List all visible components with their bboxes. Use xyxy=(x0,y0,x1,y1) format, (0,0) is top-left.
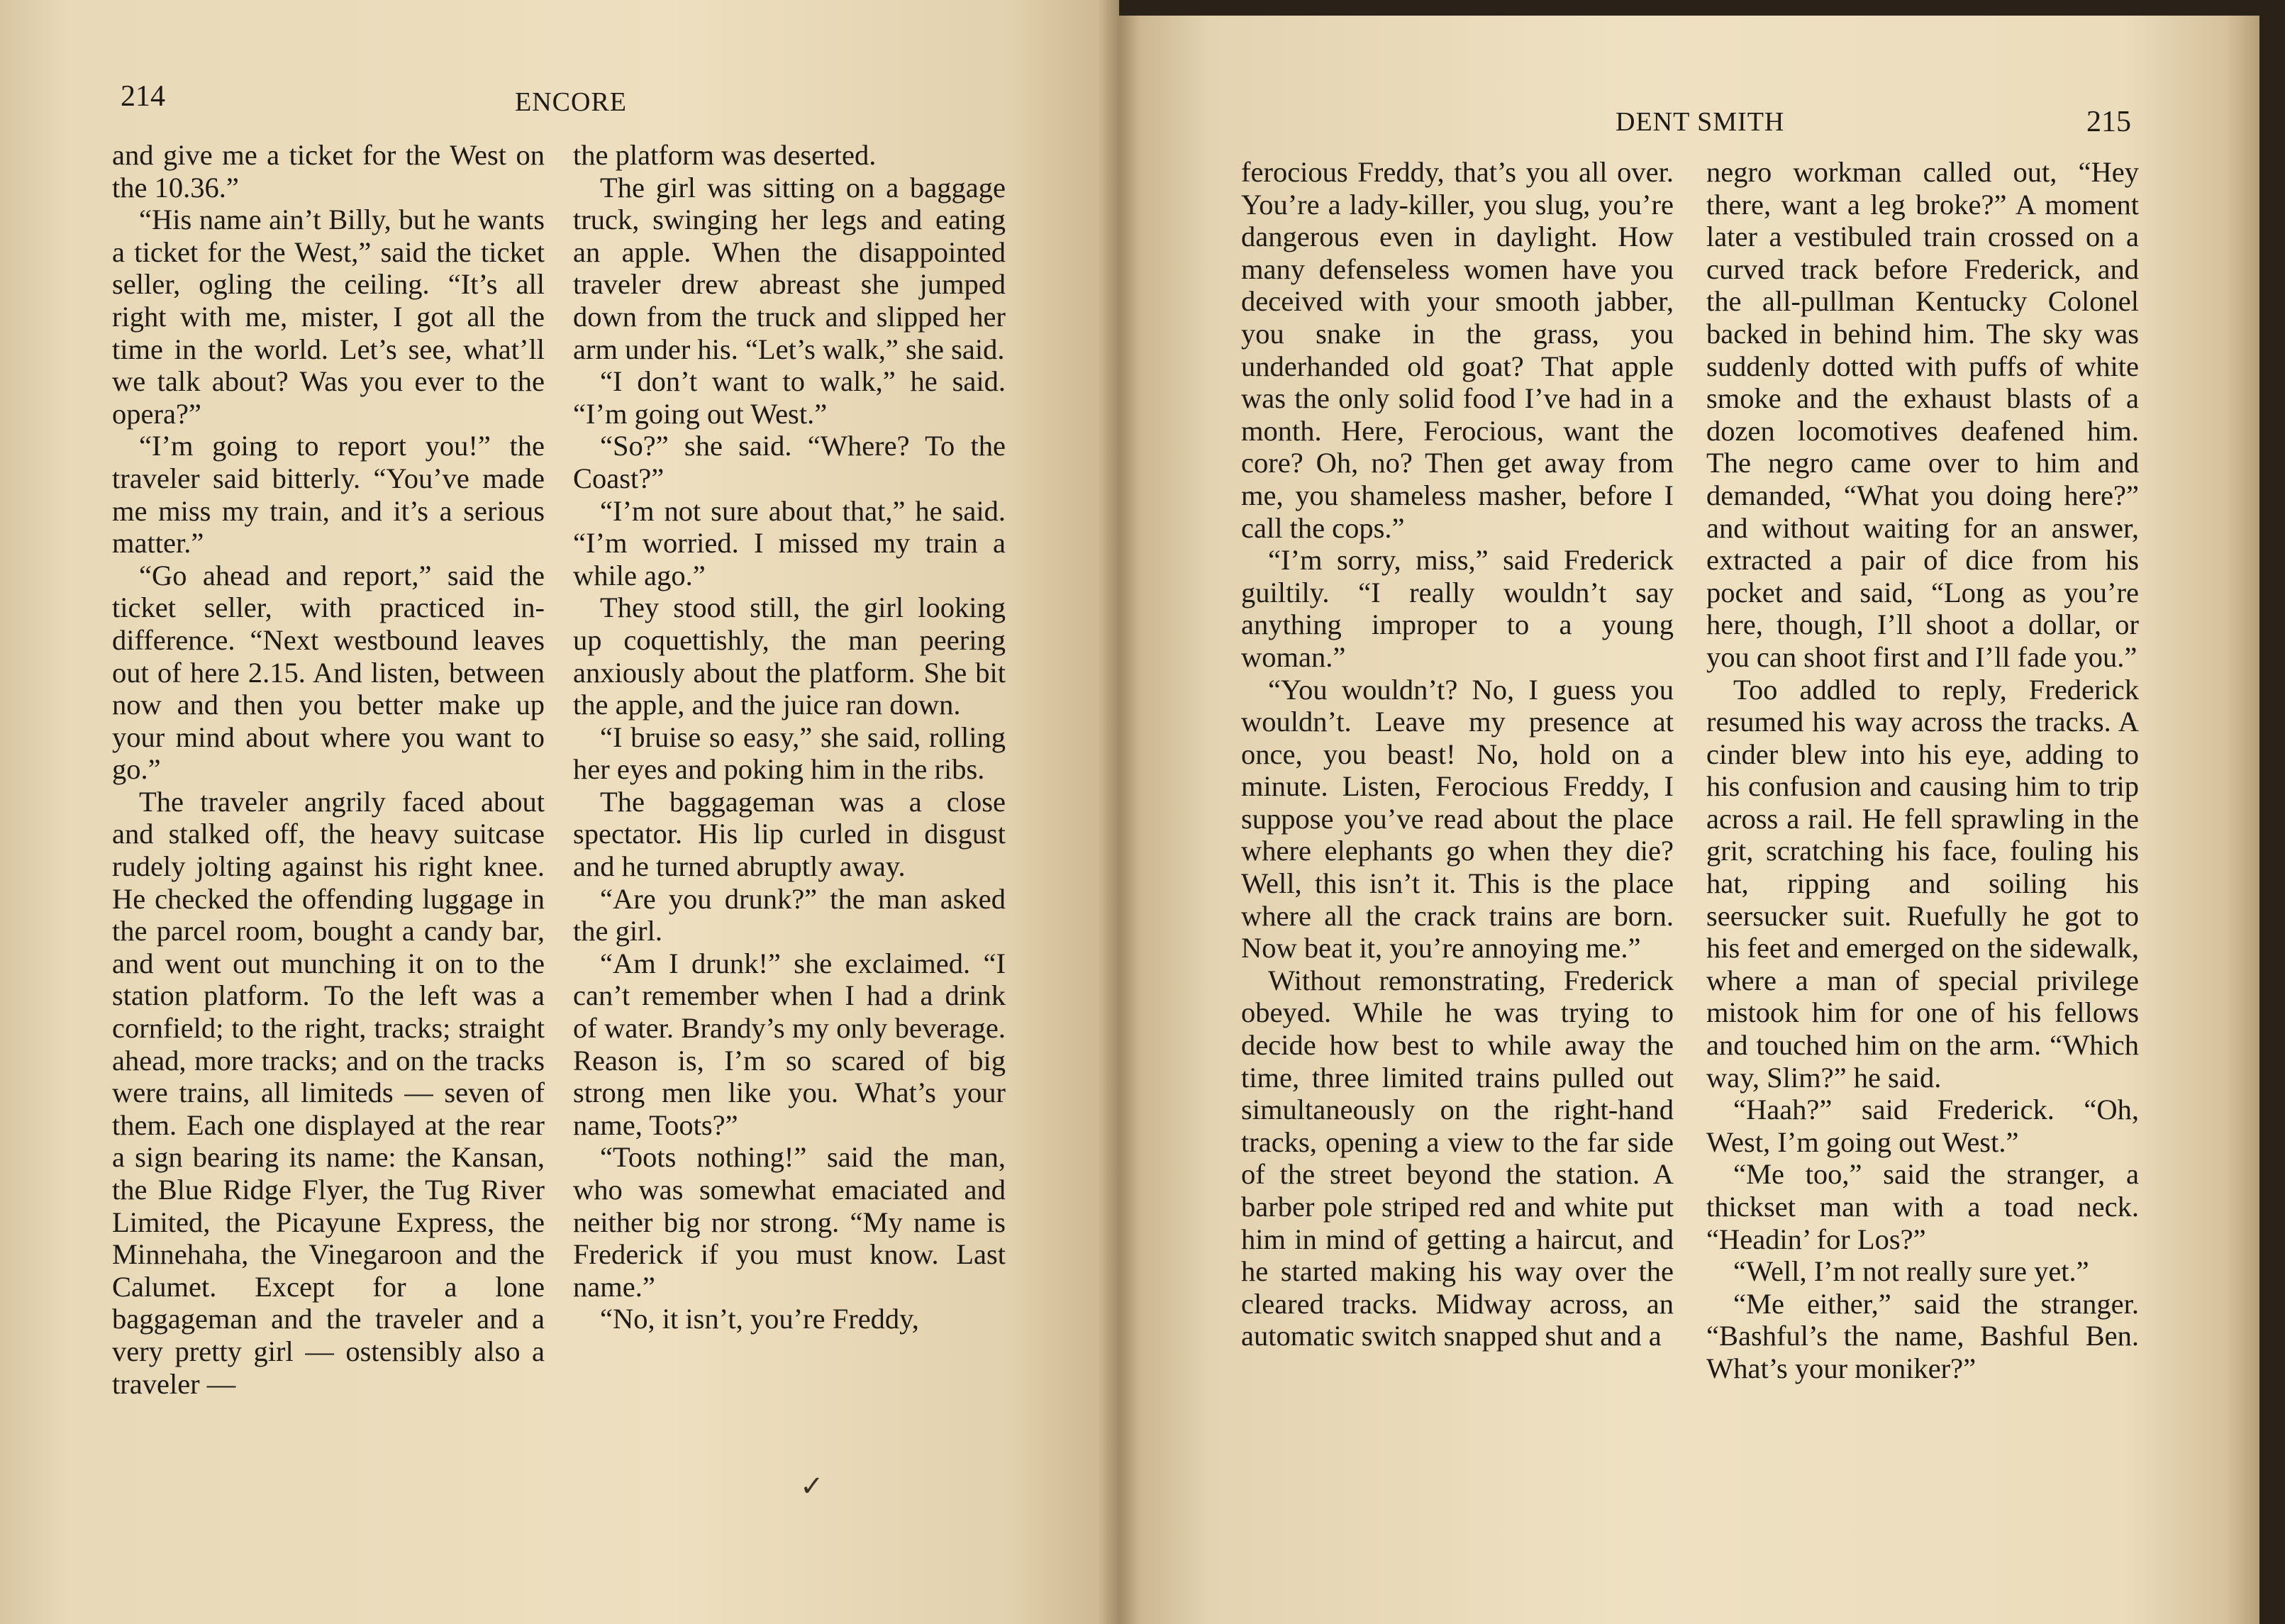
background-strip xyxy=(1119,0,2285,16)
pencil-check-mark: ✓ xyxy=(800,1470,824,1502)
left-column-2 xyxy=(573,139,1006,1335)
paragraph: “Me either,” said the stranger. “Bashful’s the name, Bashful Ben. What’s your moniker?” xyxy=(1706,1287,2139,1384)
paragraph: negro workman called out, “Hey there, want a leg broke?” A moment later a vestibuled train crossed on a curved track before Frederick, and the all-pullman Kentucky Colonel backed in behind him. The sky was suddenly dotted with puffs of white smoke and the exhaust blasts of a dozen locomotives deafened him. The negro came over to him and demanded, “What you doing here?” and without waiting for an answer, extracted a pair of dice from his pocket and said, “Long as you’re here, though, I’ll shoot a dollar, or you can shoot first and I’ll fade you.” xyxy=(1706,156,2139,673)
paragraph: ferocious Freddy, that’s you all over. You’re a lady-killer, you slug, you’re dangerous even in daylight. How many defenseless women have you deceived with your smooth jabber, you snake in the grass, you underhanded old goat? That apple was the only solid food I’ve had in a month. Here, Ferocious, want the core? Oh, no? Then get away from me, you shameless masher, before I call the cops.” xyxy=(1241,156,1674,544)
left-page xyxy=(0,0,1119,1624)
right-page xyxy=(1119,0,2259,1624)
paragraph: “Haah?” said Frederick. “Oh, West, I’m going out West.” xyxy=(1706,1094,2139,1158)
paragraph: “I don’t want to walk,” he said. “I’m going out West.” xyxy=(573,365,1006,430)
paragraph: and give me a ticket for the West on the 10.36.” xyxy=(112,139,545,204)
paragraph: “So?” she said. “Where? To the Coast?” xyxy=(573,430,1006,494)
left-page-number: 214 xyxy=(121,80,165,113)
paragraph: They stood still, the girl looking up coquettishly, the man peering anxiously about the platform. She bit the apple, and the juice ran down. xyxy=(573,591,1006,721)
paragraph: “I bruise so easy,” she said, rolling her eyes and poking him in the ribs. xyxy=(573,721,1006,786)
paragraph: “No, it isn’t, you’re Freddy, xyxy=(600,1303,919,1335)
paragraph: the platform was deserted. xyxy=(573,139,877,171)
left-column-1 xyxy=(112,139,545,1400)
paragraph: The baggageman was a close spectator. His lip curled in disgust and he turned abruptly away. xyxy=(573,785,1006,883)
paragraph: Without remonstrating, Frederick obeyed. While he was trying to decide how best to while away the time, three limited trains pulled out simultaneously on the right-hand tracks, opening a view to the far side of the street beyond the station. A barber pole striped red and white put him in mind of getting a haircut, and he started making his way over the cleared tracks. Midway across, an automatic switch snapped shut and a xyxy=(1241,964,1674,1352)
paragraph: “I’m not sure about that,” he said. “I’m worried. I missed my train a while ago.” xyxy=(573,494,1006,591)
right-column-2 xyxy=(1706,156,2139,1385)
right-running-head: DENT SMITH xyxy=(1616,107,1785,137)
left-running-head: ENCORE xyxy=(515,87,627,117)
paragraph: “Are you drunk?” the man asked the girl. xyxy=(573,882,1006,947)
paragraph: “His name ain’t Billy, but he wants a ticket for the West,” said the ticket seller, ogling the ceiling. “It’s all right with me, mister, I got all the time in the world. Let’s see, what’ll we talk about? Was you ever to the opera?” xyxy=(112,204,545,430)
paragraph: “I’m going to report you!” the traveler said bitterly. “You’ve made me miss my train, and it’s a serious matter.” xyxy=(112,430,545,560)
paragraph: “Toots nothing!” said the man, who was somewhat emaciated and neither big nor strong. “My name is Frederick if you must know. Last name.” xyxy=(573,1141,1006,1303)
background-edge xyxy=(2259,0,2285,1624)
paragraph: “Go ahead and report,” said the ticket seller, with practiced indifference. “Next westbound leaves out of here 2.15. And listen, between now and then you better make up your mind about where you want to go.” xyxy=(112,559,545,786)
paragraph: Too addled to reply, Frederick resumed his way across the tracks. A cinder blew into his eye, adding to his confusion and causing him to trip across a rail. He fell sprawling in the grit, scratching his face, fouling his hat, ripping and soiling his seersucker suit. Ruefully he got to his feet and emerged on the sidewalk, where a man of special privilege mistook him for one of his fellows and touched him on the arm. “Which way, Slim?” he said. xyxy=(1706,673,2139,1094)
right-column-1 xyxy=(1241,156,1674,1352)
paragraph: “I’m sorry, miss,” said Frederick guiltily. “I really wouldn’t say anything improper to a young woman.” xyxy=(1241,544,1674,673)
paragraph: The girl was sitting on a baggage truck, swinging her legs and eating an apple. When the disappointed traveler drew abreast she jumped down from the truck and slipped her arm under his. “Let’s walk,” she said. xyxy=(573,171,1006,365)
paragraph: “You wouldn’t? No, I guess you wouldn’t. Leave my presence at once, you beast! No, hold on a minute. Listen, Ferocious Freddy, I suppose you’ve read about the place where elephants go when they die? Well, this isn’t it. This is the place where all the crack trains are born. Now beat it, you’re annoying me.” xyxy=(1241,673,1674,964)
paragraph: “Well, I’m not really sure yet.” xyxy=(1733,1255,2089,1288)
right-page-number: 215 xyxy=(2086,106,2131,138)
paragraph: “Am I drunk!” she exclaimed. “I can’t remember when I had a drink of water. Brandy’s my only beverage. Reason is, I’m so scared of big strong men like you. What’s your name, Toots?” xyxy=(573,947,1006,1141)
paragraph: “Me too,” said the stranger, a thickset man with a toad neck. “Headin’ for Los?” xyxy=(1706,1158,2139,1255)
paragraph: The traveler angrily faced about and stalked off, the heavy suitcase rudely jolting against his right knee. He checked the offending luggage in the parcel room, bought a candy bar, and went out munching it on to the station platform. To the left was a cornfield; to the right, tracks; straight ahead, more tracks; and on the tracks were trains, all limiteds — seven of them. Each one displayed at the rear a sign bearing its name: the Kansan, the Blue Ridge Flyer, the Tug River Limited, the Picayune Express, the Minnehaha, the Vinegaroon and the Calumet. Except for a lone baggageman and the traveler and a very pretty girl — ostensibly also a traveler — xyxy=(112,785,545,1400)
book-gutter xyxy=(1098,0,1140,1624)
